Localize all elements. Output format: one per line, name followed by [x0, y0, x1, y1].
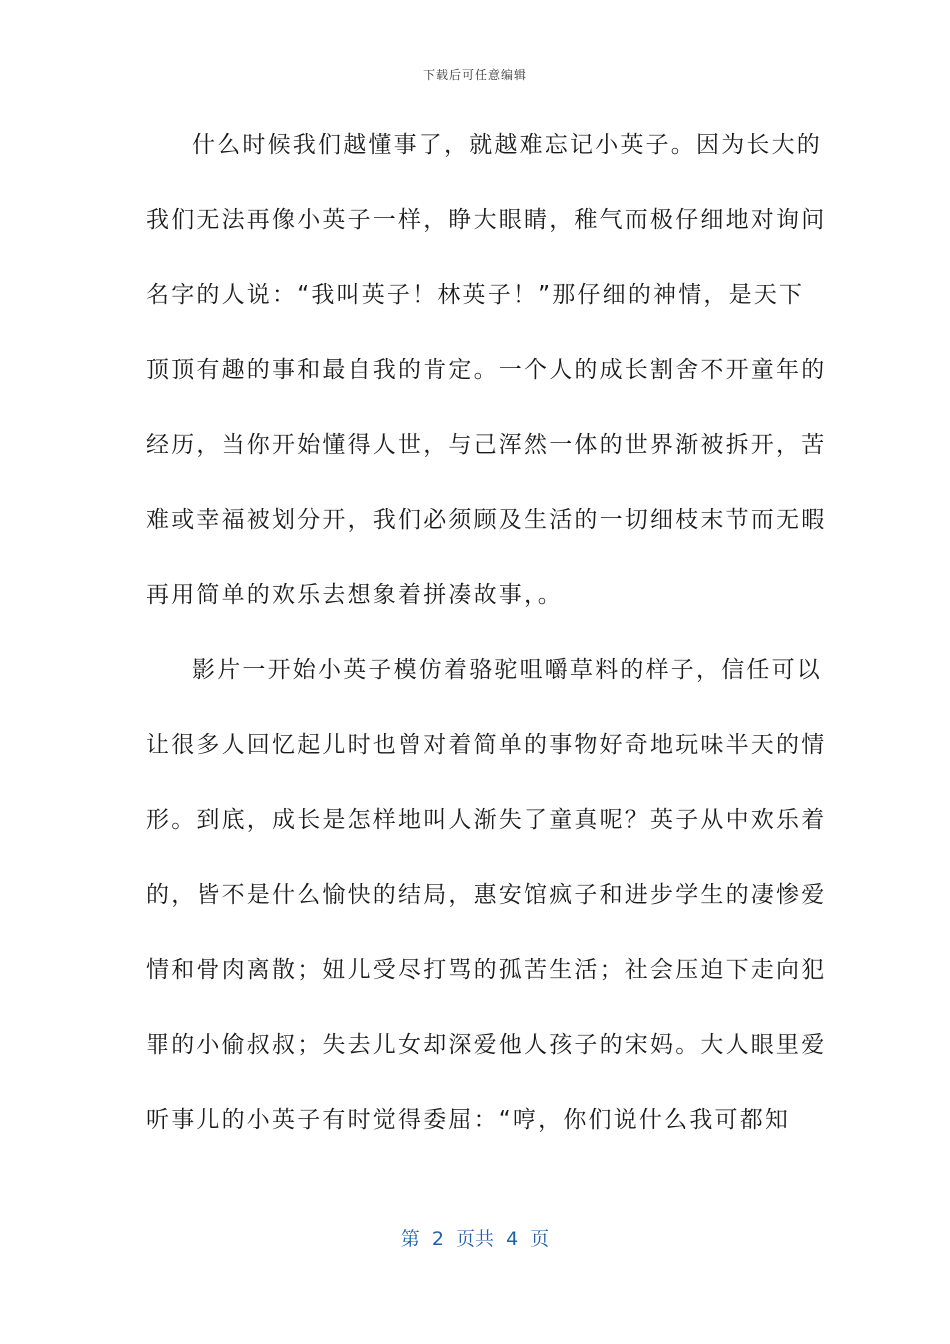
text-line: 再用简单的欢乐去想象着拼凑故事，。 [146, 582, 563, 608]
text-line: 顶顶有趣的事和最自我的肯定。一个人的成长割舍不开童年的 [146, 357, 827, 383]
text-line: 罪的小偷叔叔；失去儿女却深爱他人孩子的宋妈。大人眼里爱 [146, 1032, 827, 1058]
text-line: 影片一开始小英子模仿着骆驼咀嚼草料的样子，信任可以 [192, 657, 822, 683]
page-header: 下载后可任意编辑 [422, 68, 527, 82]
text-line: 让很多人回忆起儿时也曾对着简单的事物好奇地玩味半天的情 [146, 732, 827, 758]
text-line: 什么时候我们越懂事了，就越难忘记小英子。因为长大的 [192, 132, 822, 158]
text-line: 我们无法再像小英子一样，睁大眼睛，稚气而极仔细地对询问 [146, 207, 827, 233]
text-line: 形。到底，成长是怎样地叫人渐失了童真呢？英子从中欢乐着 [146, 807, 827, 833]
paragraph-1 [146, 120, 827, 645]
text-line: 情和骨肉离散；妞儿受尽打骂的孤苦生活；社会压迫下走向犯 [146, 957, 827, 983]
text-line: 难或幸福被划分开，我们必须顾及生活的一切细枝末节而无暇 [146, 507, 827, 533]
text-line: 的，皆不是什么愉快的结局，惠安馆疯子和进步学生的凄惨爱 [146, 882, 827, 908]
document-body [146, 120, 827, 1170]
page-number-footer: 第 2 页共 4 页 [400, 1228, 550, 1250]
paragraph-2 [146, 645, 827, 1170]
text-line: 名字的人说：“我叫英子！林英子！”那仔细的神情，是天下 [146, 282, 805, 308]
text-line: 经历，当你开始懂得人世，与己浑然一体的世界渐被拆开，苦 [146, 432, 827, 458]
text-line: 听事儿的小英子有时觉得委屈：“哼，你们说什么我可都知 [146, 1107, 791, 1133]
